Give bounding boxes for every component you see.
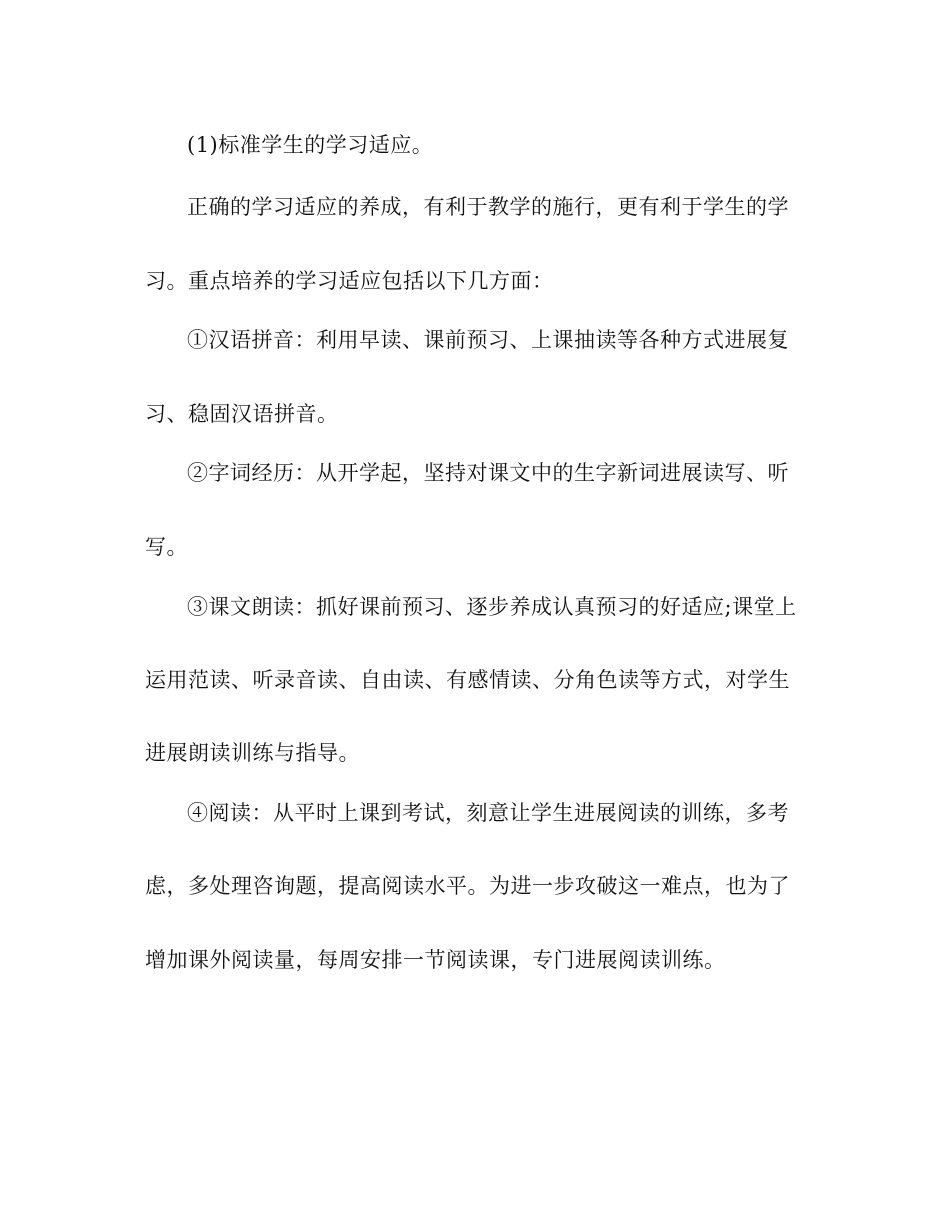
text-line: (1)标准学生的学习适应。	[187, 133, 434, 157]
text-line: 增加课外阅读量，每周安排一节阅读课，专门进展阅读训练。	[145, 948, 726, 972]
text-line: 写。	[145, 535, 188, 559]
text-line: 习、稳固汉语拼音。	[145, 402, 339, 426]
text-line: 习。重点培养的学习适应包括以下几方面：	[145, 269, 554, 293]
text-line: 进展朗读训练与指导。	[145, 741, 360, 765]
text-line: ②字词经历：从开学起，坚持对课文中的生字新词进展读写、听	[187, 461, 789, 485]
text-line: ①汉语拼音：利用早读、课前预习、上课抽读等各种方式进展复	[187, 328, 789, 352]
text-line: 正确的学习适应的养成，有利于教学的施行，更有利于学生的学	[187, 195, 789, 219]
text-line: 虑，多处理咨询题，提高阅读水平。为进一步攻破这一难点，也为了	[145, 874, 790, 898]
text-line: ④阅读：从平时上课到考试，刻意让学生进展阅读的训练，多考	[187, 801, 789, 825]
text-line: ③课文朗读：抓好课前预习、逐步养成认真预习的好适应;课堂上	[187, 595, 797, 619]
text-line: 运用范读、听录音读、自由读、有感情读、分角色读等方式，对学生	[145, 668, 790, 692]
